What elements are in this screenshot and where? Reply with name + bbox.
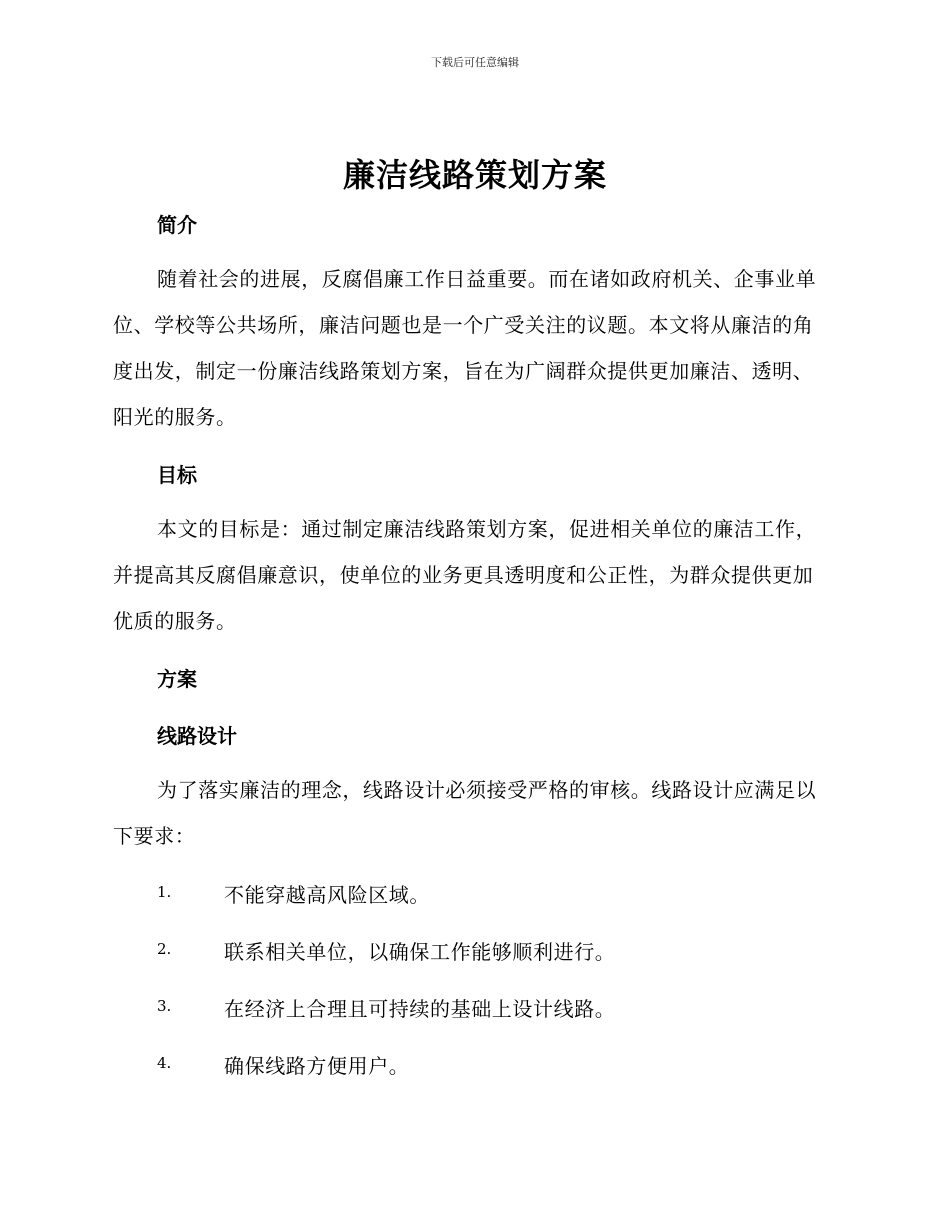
list-text: 不能穿越高风险区域。 bbox=[224, 883, 430, 907]
paragraph-intro: 随着社会的进展，反腐倡廉工作日益重要。而在诸如政府机关、企事业单位、学校等公共场所，廉洁问题也是一个广受关注的议题。本文将从廉洁的角度出发，制定一份廉洁线路策划方案，旨在为广阔群众提供更加廉洁、透明、阳光的服务。 bbox=[113, 267, 817, 429]
list-number: 1. bbox=[157, 883, 172, 901]
list-text: 确保线路方便用户。 bbox=[224, 1054, 410, 1078]
section-heading-route-design: 线路设计 bbox=[157, 724, 237, 748]
document-title: 廉洁线路策划方案 bbox=[342, 156, 607, 194]
list-item bbox=[157, 879, 837, 909]
section-heading-intro: 简介 bbox=[157, 213, 197, 237]
list-text: 联系相关单位，以确保工作能够顺利进行。 bbox=[224, 940, 616, 964]
list-number: 4. bbox=[157, 1054, 172, 1072]
header-note: 下载后可任意编辑 bbox=[431, 56, 519, 69]
list-number: 3. bbox=[157, 997, 172, 1015]
paragraph-route-design: 为了落实廉洁的理念，线路设计必须接受严格的审核。线路设计应满足以下要求： bbox=[113, 778, 817, 848]
paragraph-goal: 本文的目标是：通过制定廉洁线路策划方案，促进相关单位的廉洁工作，并提高其反腐倡廉意识，使单位的业务更具透明度和公正性，为群众提供更加优质的服务。 bbox=[113, 517, 817, 633]
list-text: 在经济上合理且可持续的基础上设计线路。 bbox=[224, 997, 616, 1021]
list-item bbox=[157, 1050, 837, 1080]
list-item bbox=[157, 936, 837, 966]
list-number: 2. bbox=[157, 940, 172, 958]
section-heading-plan: 方案 bbox=[157, 667, 197, 691]
section-heading-goal: 目标 bbox=[157, 463, 197, 487]
list-item bbox=[157, 993, 837, 1023]
